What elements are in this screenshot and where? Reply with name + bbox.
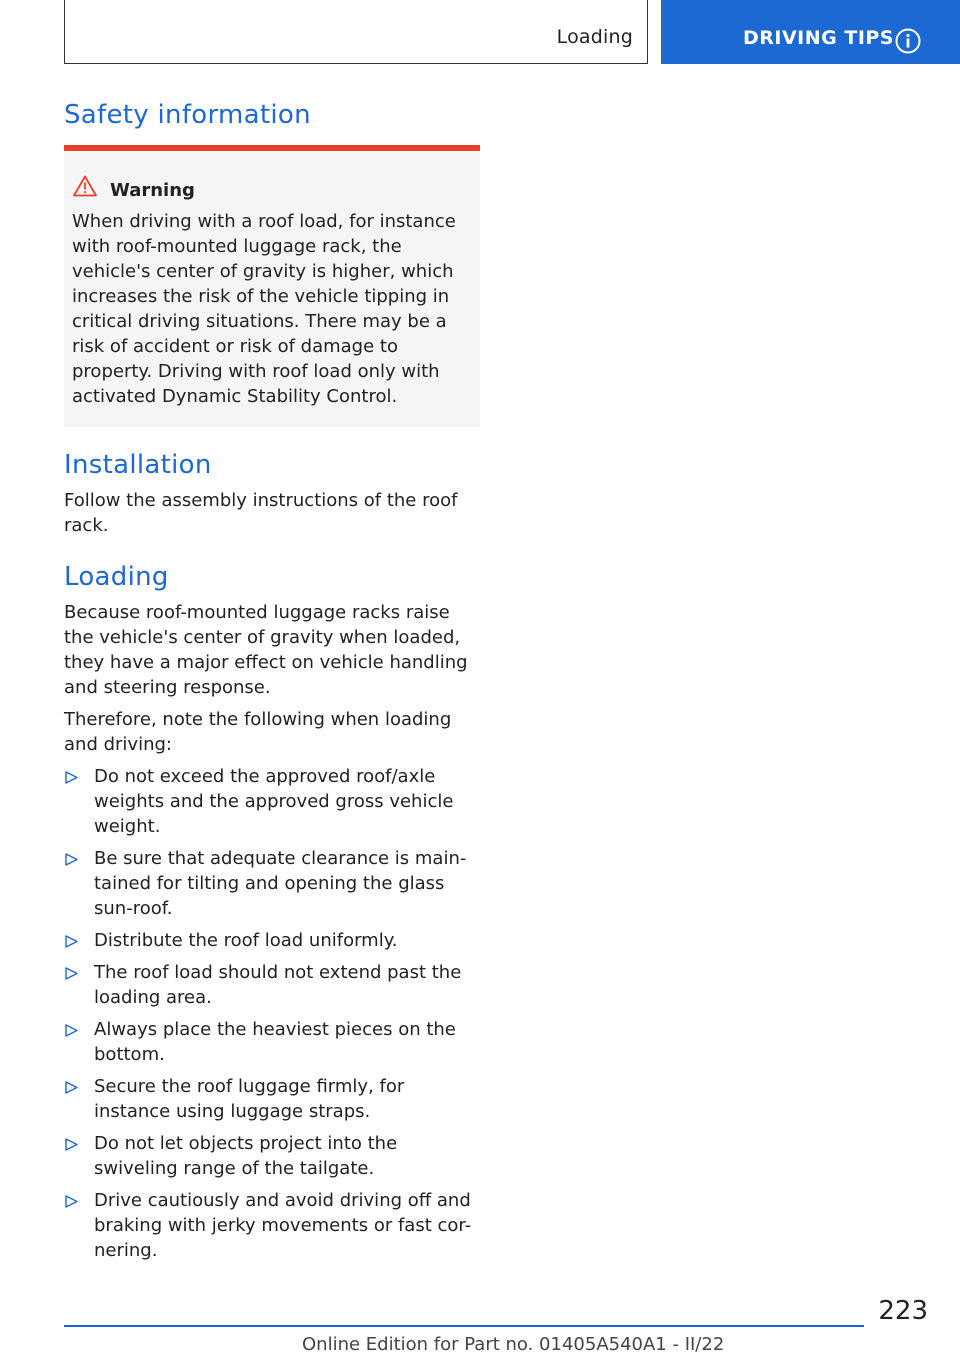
list-item [64,1188,484,1263]
list-item-text: The roof load should not extend past the loading area. [94,962,462,1008]
loading-text: Because roof-mounted luggage racks raise the vehicle's center of gravity when loaded, they have a major effect on vehicle handling and steering response. [64,602,468,698]
warning-triangle-icon [73,175,97,197]
header-section-box [64,0,648,64]
list-item [64,928,484,953]
header-chapter-title: DRIVING TIPS [743,27,894,49]
warning-text: When driving with a roof load, for instance with roof-mounted luggage rack, the vehicle's center of gravity is higher, which increases the risk of the vehicle tipping in critical driving situations. There may be a risk of accident or risk of damage to property. Driving with roof load only with activated Dynamic Stability Control. [72,211,456,407]
triangle-bullet-icon [65,967,78,980]
triangle-bullet-icon [65,771,78,784]
installation-heading: Installation [64,450,212,480]
list-item-text: Be sure that adequate clearance is main-tained for tilting and opening the glass sun-roof. [94,848,467,919]
list-item-text: Distribute the roof load uniformly. [94,930,398,951]
warning-title: Warning [110,180,195,201]
loading-heading: Loading [64,562,169,592]
list-item [64,960,484,1010]
triangle-bullet-icon [65,1024,78,1037]
list-item [64,764,484,839]
info-icon [895,28,921,54]
list-item-text: Secure the roof luggage firmly, for instance using luggage straps. [94,1076,405,1122]
list-item-text: Drive cautiously and avoid driving off and braking with jerky movements or fast cor-nering. [94,1190,472,1261]
footer-edition: Online Edition for Part no. 01405A540A1 - II/22 [302,1334,725,1355]
loading-bullet-list [64,764,484,1270]
list-item [64,1074,484,1124]
list-item [64,1131,484,1181]
header-section-title: Loading [556,26,633,48]
triangle-bullet-icon [65,1138,78,1151]
safety-heading: Safety information [64,100,311,130]
header-chapter-tab [661,0,960,64]
list-item-text: Do not let objects project into the swiveling range of the tailgate. [94,1133,398,1179]
triangle-bullet-icon [65,1195,78,1208]
footer-divider [64,1325,864,1327]
installation-text: Follow the assembly instructions of the roof rack. [64,490,458,536]
list-item-text: Always place the heaviest pieces on the bottom. [94,1019,456,1065]
triangle-bullet-icon [65,935,78,948]
loading-intro: Therefore, note the following when loading and driving: [64,709,452,755]
list-item [64,1017,484,1067]
triangle-bullet-icon [65,853,78,866]
list-item [64,846,484,921]
page-number: 223 [878,1296,928,1326]
warning-box [64,145,480,427]
triangle-bullet-icon [65,1081,78,1094]
list-item-text: Do not exceed the approved roof/axle weights and the approved gross vehicle weight. [94,766,454,837]
